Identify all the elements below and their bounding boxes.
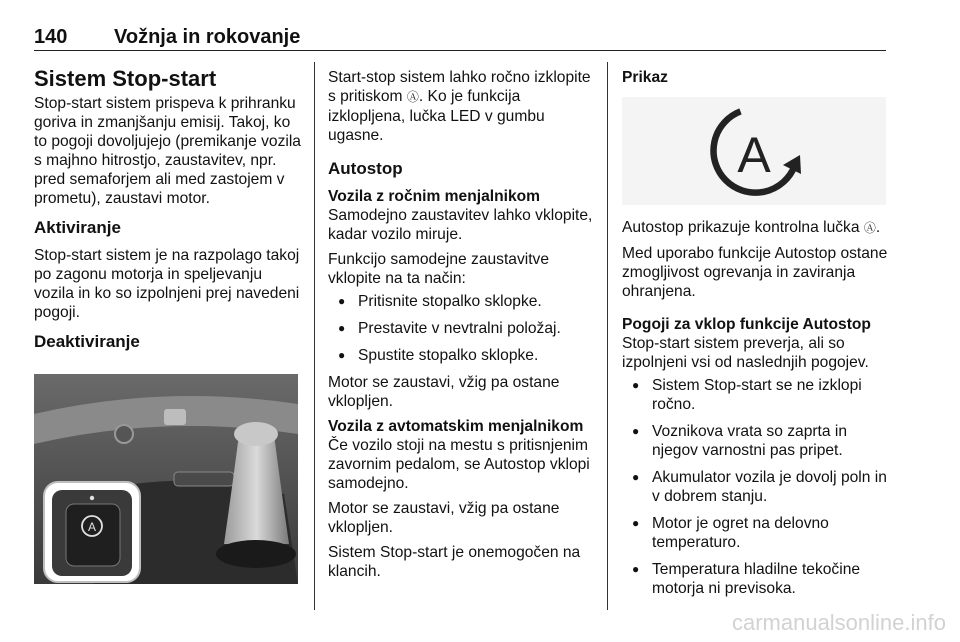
section-title: Sistem Stop-start xyxy=(34,66,217,91)
chapter-title: Vožnja in rokovanje xyxy=(114,26,301,48)
column-1 xyxy=(34,60,302,589)
deactivate-heading: Deaktiviranje xyxy=(34,332,140,351)
column-3 xyxy=(622,60,890,606)
conditions-heading: Pogoji za vklop funkcije Autostop xyxy=(622,316,871,333)
autostop-button-icon: Ⓐ xyxy=(406,90,419,104)
list-item: ● Motor je ogret na delovno temperaturo. xyxy=(622,514,890,552)
list-item: ● Sistem Stop-start se ne izklopi ročno. xyxy=(622,376,890,414)
gear-lever-photo xyxy=(34,374,298,584)
column-divider-1 xyxy=(314,62,315,610)
svg-text:A: A xyxy=(87,520,97,534)
column-divider-2 xyxy=(607,62,608,610)
list-item: ● Voznikova vrata so zaprta in njegov varnostni pas pripet. xyxy=(622,422,890,460)
activate-text: Stop-start sistem je na razpolago takoj po zagonu motorja in speljevanju vozila in ko so izpolnjeni prej navedeni pogoji. xyxy=(34,247,300,321)
automatic-gearbox-heading: Vozila z avtomatskim menjalnikom xyxy=(328,418,584,435)
auto-text-1: Če vozilo stoji na mestu s pritisnjenim zavornim pedalom, se Autostop vklopi samodejno. xyxy=(328,437,590,492)
auto-text-2: Motor se zaustavi, vžig pa ostane vklopljen. xyxy=(328,500,560,536)
conditions-list xyxy=(622,376,890,598)
list-item: ● Akumulator vozila je dovolj poln in v dobrem stanju. xyxy=(622,468,890,506)
heating-braking-text: Med uporabo funkcije Autostop ostane zmogljivost ogrevanja in zaviranja ohranjena. xyxy=(622,245,888,300)
list-item: ● Spustite stopalko sklopke. xyxy=(328,346,596,365)
column-2 xyxy=(328,60,596,587)
manual-gearbox-heading: Vozila z ročnim menjalnikom xyxy=(328,188,541,205)
list-item: ● Temperatura hladilne tekočine motorja ni previsoka. xyxy=(622,560,890,598)
manual-text-2: Funkcijo samodejne zaustavitve vklopite na ta način: xyxy=(328,251,550,287)
activation-steps-list xyxy=(328,292,596,365)
autostop-indicator-image xyxy=(622,97,886,205)
watermark: carmanualsonline.info xyxy=(731,610,946,635)
display-letter: A xyxy=(737,127,771,183)
manual-text-1: Samodejno zaustavitev lahko vklopite, kadar vozilo miruje. xyxy=(328,207,593,243)
autostop-heading: Autostop xyxy=(328,159,403,178)
conditions-intro: Stop-start sistem preverja, ali so izpolnjeni vsi od naslednjih pogojev. xyxy=(622,335,869,371)
page-number: 140 xyxy=(34,26,68,48)
page-header xyxy=(34,26,886,51)
display-heading: Prikaz xyxy=(622,69,668,86)
indicator-text: Autostop prikazuje kontrolna lučka Ⓐ. xyxy=(622,219,881,236)
auto-text-3: Sistem Stop-start je onemogočen na klancih. xyxy=(328,544,581,580)
manual-text-3: Motor se zaustavi, vžig pa ostane vklopljen. xyxy=(328,374,560,410)
list-item: ● Prestavite v nevtralni položaj. xyxy=(328,319,596,338)
list-item: ● Pritisnite stopalko sklopke. xyxy=(328,292,596,311)
manual-off-text: Start-stop sistem lahko ročno izklopite s pritiskom Ⓐ. Ko je funkcija izklopljena, lučka LED v gumbu ugasne. xyxy=(328,69,591,144)
intro-text: Stop-start sistem prispeva k prihranku goriva in zmanjšanju emisij. Takoj, ko to pogoji dovoljujejo (premikanje vozila s majhno hitrostjo, zaustavitev, npr. pred semaforjem ali med zastojem v prometu), zaustavi motor. xyxy=(34,95,301,207)
activate-heading: Aktiviranje xyxy=(34,218,121,237)
autostop-indicator-icon: Ⓐ xyxy=(863,221,876,235)
